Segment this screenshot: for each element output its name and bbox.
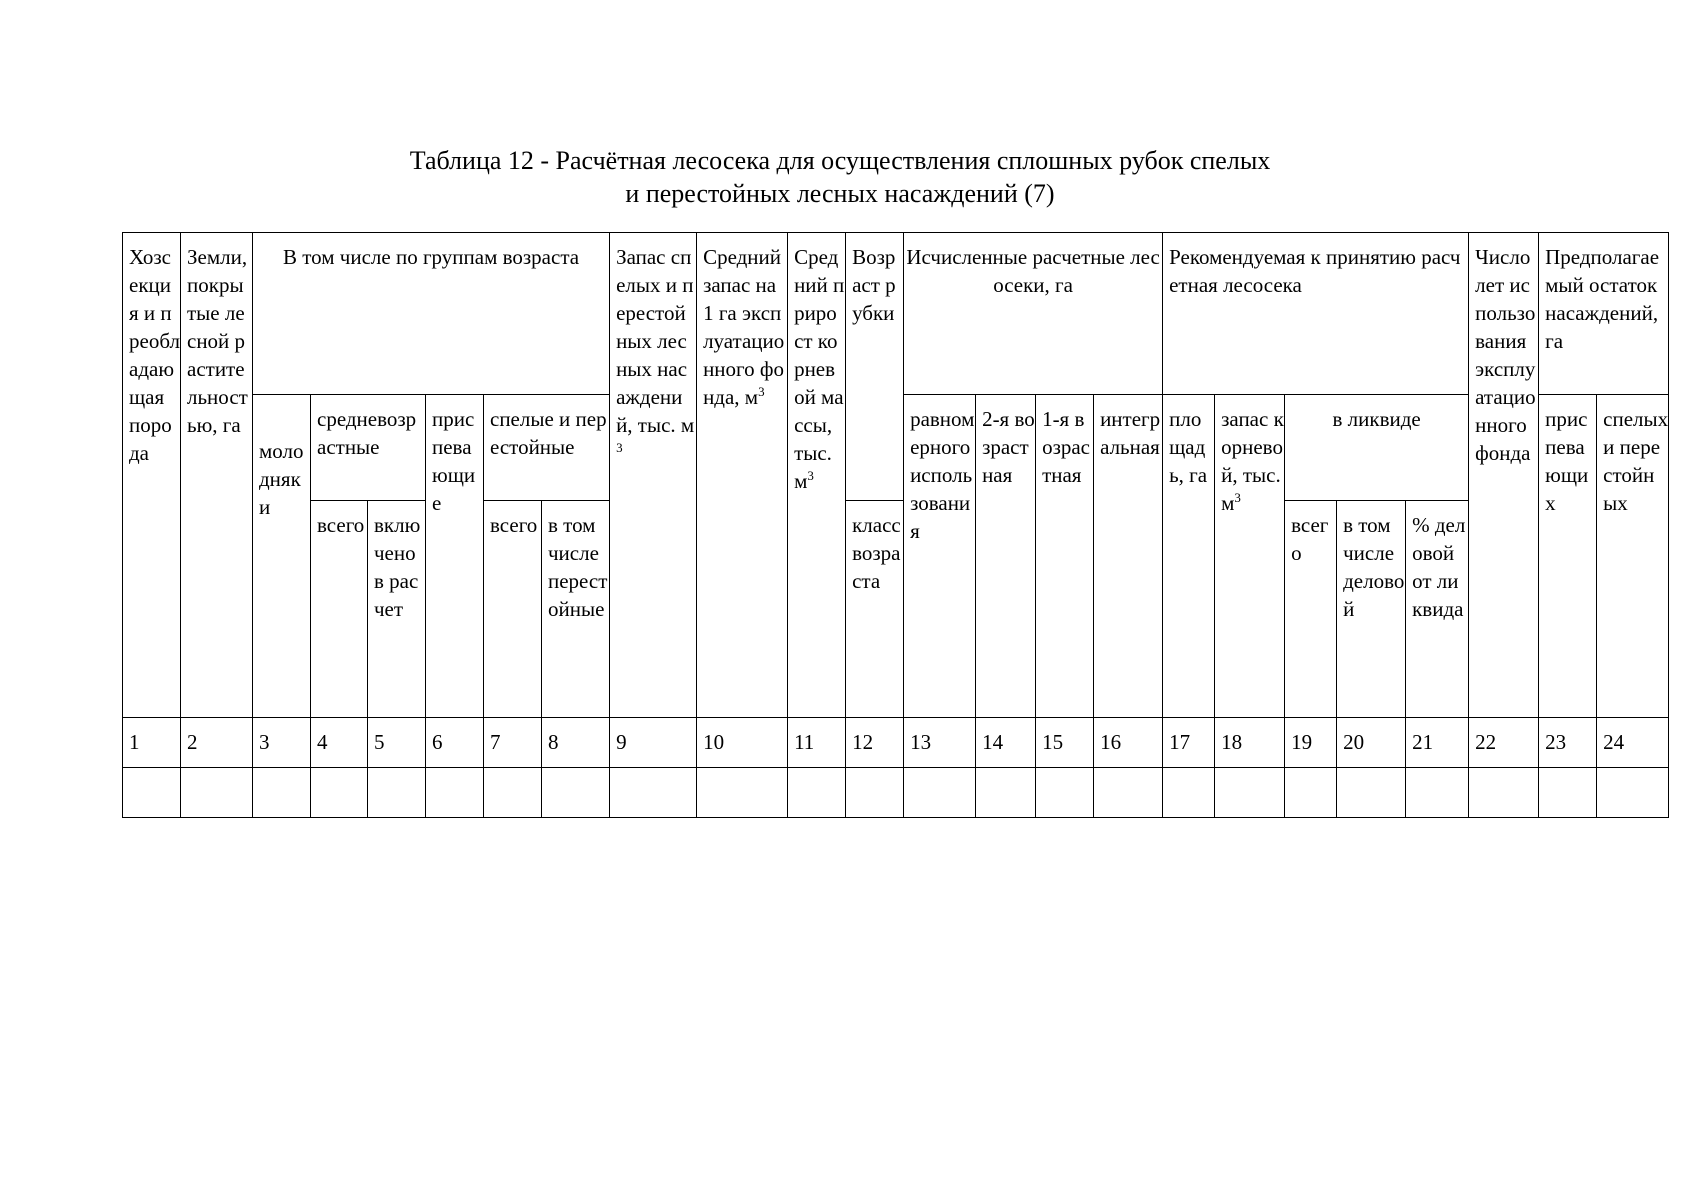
header-first-age: 1-я возрастная: [1036, 395, 1094, 718]
header-middle-aged-total: всего: [311, 501, 368, 717]
column-number: 11: [788, 717, 846, 767]
header-liquid-business: в том числе деловой: [1337, 501, 1406, 717]
empty-cell: [1406, 767, 1469, 817]
empty-cell: [976, 767, 1036, 817]
empty-cell: [1215, 767, 1285, 817]
column-number: 22: [1469, 717, 1539, 767]
empty-cell: [123, 767, 181, 817]
empty-cell: [1539, 767, 1597, 817]
column-number: 23: [1539, 717, 1597, 767]
header-premature-remainder: приспевающих: [1539, 395, 1597, 718]
header-recommended-cutting-area: Рекомендуемая к принятию расчетная лесосека: [1163, 233, 1469, 395]
header-cutting-age: Возраст рубки: [846, 233, 904, 501]
column-number: 21: [1406, 717, 1469, 767]
empty-cell: [846, 767, 904, 817]
empty-cell: [426, 767, 484, 817]
header-business-percent: % деловой от ликвида: [1406, 501, 1469, 717]
header-middle-aged: средневозрастные: [311, 395, 426, 501]
empty-cell: [311, 767, 368, 817]
empty-cell: [1597, 767, 1669, 817]
header-root-stock: запас корневой, тыс. $м^3$: [1215, 395, 1285, 718]
column-number: 2: [181, 717, 253, 767]
empty-cell: [788, 767, 846, 817]
column-number: 24: [1597, 717, 1669, 767]
header-integral: интегральная: [1094, 395, 1163, 718]
column-number: 12: [846, 717, 904, 767]
header-young-stands: молодняки: [253, 395, 311, 718]
empty-cell: [181, 767, 253, 817]
empty-cell: [1036, 767, 1094, 817]
empty-cell: [253, 767, 311, 817]
column-number: 1: [123, 717, 181, 767]
empty-cell: [697, 767, 788, 817]
header-mature-remainder: спелых и перестойных: [1597, 395, 1669, 718]
table-title: [320, 144, 1360, 210]
empty-cell: [484, 767, 542, 817]
column-number: 5: [368, 717, 426, 767]
empty-cell: [368, 767, 426, 817]
column-number: 19: [1285, 717, 1337, 767]
column-number: 14: [976, 717, 1036, 767]
column-number: 7: [484, 717, 542, 767]
table-title-line-2: и перестойных лесных насаждений (7): [625, 179, 1055, 208]
column-number: 9: [610, 717, 697, 767]
header-middle-aged-included: включено в расчет: [368, 501, 426, 717]
header-age-groups: В том числе по группам возраста: [253, 233, 610, 395]
header-average-stock: Средний запас на 1 га эксплуатационного фонда, $м^3$: [697, 233, 788, 718]
column-number: 6: [426, 717, 484, 767]
header-calculated-cutting-areas: Исчисленные расчетные лесосеки, га: [904, 233, 1163, 395]
header-expected-remainder: Предполагаемый остаток насаждений, га: [1539, 233, 1669, 395]
column-number: 17: [1163, 717, 1215, 767]
column-number: 10: [697, 717, 788, 767]
header-overmature: в том числе перестойные: [542, 501, 610, 717]
column-number: 20: [1337, 717, 1406, 767]
table-title-line-1: Таблица 12 - Расчётная лесосека для осуществления сплошных рубок спелых: [409, 146, 1271, 175]
header-years-of-use: Число лет использования эксплуатационного фонда: [1469, 233, 1539, 718]
calculation-table: [122, 232, 1669, 818]
header-liquid-total: всего: [1285, 501, 1337, 717]
header-forest-land: Земли, покрытые лесной растительностью, га: [181, 233, 253, 718]
empty-cell: [1469, 767, 1539, 817]
header-age-class: класс возраста: [846, 501, 904, 717]
empty-cell: [1285, 767, 1337, 817]
header-average-growth: Средний прирост корневой массы, тыс. $м^3$: [788, 233, 846, 718]
column-number: 13: [904, 717, 976, 767]
empty-cell: [904, 767, 976, 817]
column-number: 15: [1036, 717, 1094, 767]
column-number-row: [123, 717, 1669, 767]
column-number: 18: [1215, 717, 1285, 767]
empty-cell: [542, 767, 610, 817]
header-hozsection: Хозсекция и преобладающая порода: [123, 233, 181, 718]
empty-cell: [1163, 767, 1215, 817]
column-number: 8: [542, 717, 610, 767]
header-uniform-use: равномерного использования: [904, 395, 976, 718]
column-number: 16: [1094, 717, 1163, 767]
header-mature-total: всего: [484, 501, 542, 717]
header-mature-overmature: спелые и перестойные: [484, 395, 610, 501]
header-row-3: [123, 501, 1669, 717]
header-area: площадь, га: [1163, 395, 1215, 718]
empty-cell: [1094, 767, 1163, 817]
header-premature: приспевающие: [426, 395, 484, 718]
column-number: 3: [253, 717, 311, 767]
empty-data-row: [123, 767, 1669, 817]
empty-cell: [610, 767, 697, 817]
header-mature-stock: Запас спелых и перестойных лесных насаждений, тыс. $м^3$: [610, 233, 697, 718]
header-in-liquid: в ликвиде: [1285, 395, 1469, 501]
column-number: 4: [311, 717, 368, 767]
header-row-1: [123, 233, 1669, 395]
header-second-age: 2-я возрастная: [976, 395, 1036, 718]
empty-cell: [1337, 767, 1406, 817]
